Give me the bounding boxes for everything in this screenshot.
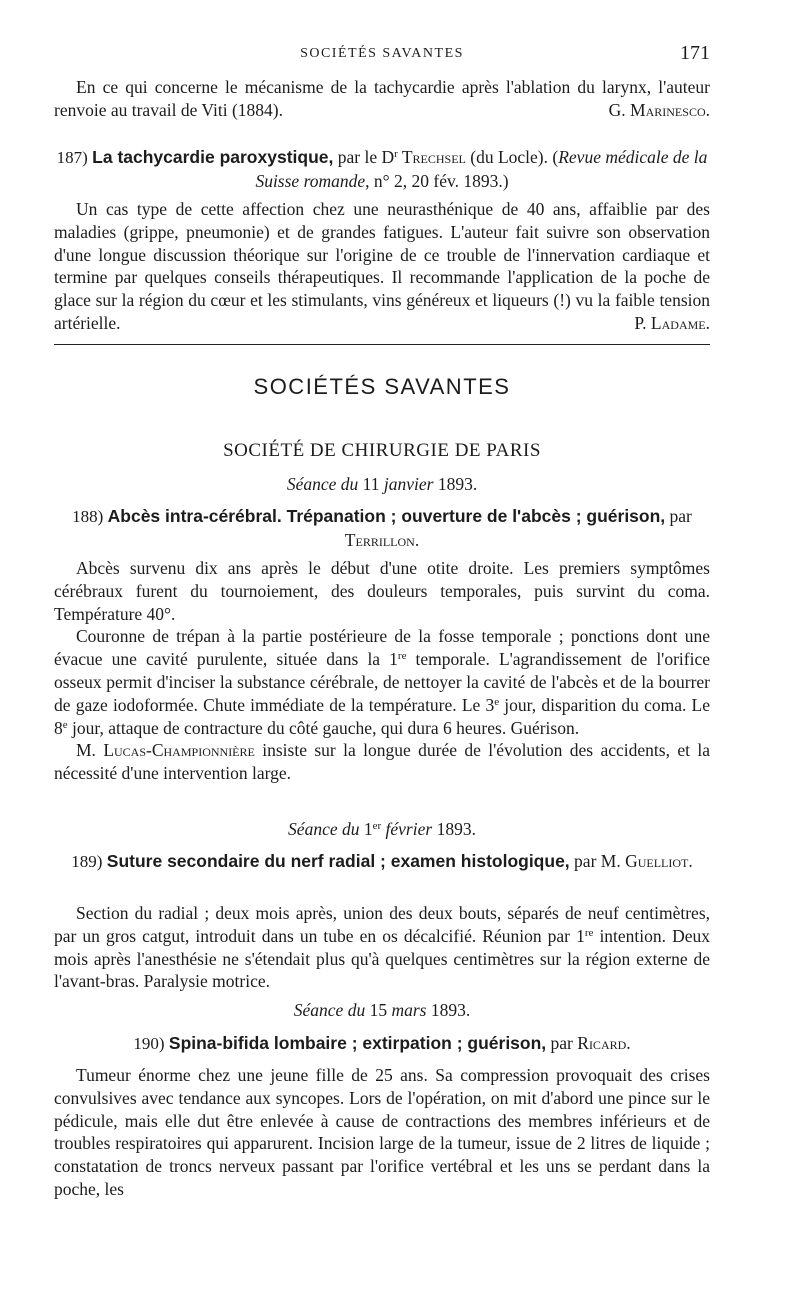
- society-heading: SOCIÉTÉ DE CHIRURGIE DE PARIS: [223, 440, 541, 461]
- paragraph: Tumeur énorme chez une jeune fille de 25 ans. Sa compression provoquait des crises convulsives avec tendance aux syncopes. Lors de l'opération, on mit d'abord une pince sur le pédicule, mais elle dut être enlevée à cause de contractions des membres inférieurs et de troubles respiratoires qui apparurent. Incision large de la tumeur, issue de 2 litres de liquide ; constatation de troncs nerveux passant par l'orifice vertébral et les uns se perdant dans la poche, les: [54, 1065, 710, 1199]
- author-name: Ricard.: [577, 1033, 631, 1053]
- text-run: jour, attaque de contracture du côté gauche, qui dura 6 heures. Guérison.: [67, 717, 580, 738]
- article-title: La tachycardie paroxystique,: [92, 147, 334, 167]
- author-name: Trechsel: [397, 147, 466, 167]
- source-details: , n° 2, 20 fév. 1893.): [365, 170, 509, 191]
- seance-heading-3: [54, 1000, 710, 1021]
- seance-month: janvier: [383, 474, 434, 494]
- seance-year: 1893.: [432, 819, 476, 839]
- text-run: Couronne de trépan à la partie postérieure de la fosse temporale ; ponctions dont une évacue une cavité purulente, située dans la 1: [54, 626, 710, 670]
- seance-month: février: [381, 819, 433, 839]
- paragraph: Abcès survenu dix ans après le début d'une otite droite. Les premiers symptômes cérébraux furent du tournoiement, des douleurs temporales, puis survint du coma. Température 40°.: [54, 558, 710, 624]
- article-189-heading: [54, 850, 710, 874]
- seance-month: mars: [391, 1000, 427, 1020]
- article-number: 190): [133, 1034, 165, 1053]
- signature-ladame: P. Ladame.: [634, 312, 710, 333]
- page-number: 171: [680, 42, 710, 64]
- article-190-body: [54, 1064, 710, 1201]
- author-prefix: par: [569, 851, 601, 871]
- article-187-heading: [54, 146, 710, 193]
- ordinal-sup: e: [494, 695, 500, 708]
- text-run: insiste sur la longue durée de l'évolution des accidents, et la nécessité d'une intervention large.: [54, 740, 711, 784]
- signature-marinesco: G. Marinesco.: [608, 99, 710, 120]
- source-open: (: [548, 147, 559, 167]
- paragraph: [54, 625, 710, 739]
- section-divider: [54, 344, 710, 345]
- article-title: Abcès intra-cérébral. Trépanation ; ouverture de l'abcès ; guérison,: [107, 506, 666, 526]
- paragraph: [54, 739, 710, 785]
- article-188-heading: [54, 505, 710, 552]
- author-place: (du Locle).: [465, 147, 549, 167]
- seance-year: 1893.: [426, 1000, 471, 1020]
- article-188-body: [54, 557, 710, 785]
- article-number: 189): [71, 852, 103, 871]
- author-name: M. Guelliot.: [600, 851, 693, 871]
- ordinal-sup: er: [372, 820, 382, 832]
- author-prefix: par: [665, 506, 692, 526]
- section-title: SOCIÉTÉS SAVANTES: [253, 374, 511, 399]
- source-journal: Revue médicale de la Suisse romande: [255, 147, 708, 191]
- title-abbrev-sup: r: [394, 148, 398, 160]
- ordinal-sup: e: [62, 718, 68, 731]
- seance-heading-1: [54, 474, 710, 495]
- author-prefix: par le D: [333, 147, 395, 167]
- paragraph: [54, 902, 710, 993]
- seance-year: 1893.: [433, 474, 478, 494]
- seance-label: Séance du: [293, 1000, 366, 1020]
- previous-review-text: En ce qui concerne le mécanisme de la tachycardie après l'ablation du larynx, l'auteur renvoie au travail de Viti (1884).: [54, 77, 710, 120]
- author-prefix: par: [546, 1033, 578, 1053]
- text-run: temporale. L'agrandissement de l'orifice osseux permit d'inciser la substance cérébrale, de nettoyer la cavité de l'abcès et de la bourrer de gaze iodoformée. Chute immédiate de la température. Le 3: [54, 649, 710, 715]
- running-title: SOCIÉTÉS SAVANTES: [300, 46, 464, 61]
- article-number: 188): [72, 507, 104, 526]
- article-187-text: Un cas type de cette affection chez une neurasthénique de 40 ans, affaiblie par des maladies (grippe, pneumonie) et de grandes fatigues. L'auteur fait suivre son observation d'une longue discussion théorique sur l'origine de ce trouble de l'innervation cardiaque et termine par quelques conseils thérapeutiques. Il recommande l'application de la poche de glace sur la région du cœur et les stimulants, vins généreux et liqueurs (!) vu la faible tension artérielle.: [54, 199, 710, 333]
- seance-day: 11: [358, 474, 384, 494]
- previous-review: [54, 76, 710, 122]
- article-187-body: [54, 198, 710, 335]
- article-title: Spina-bifida lombaire ; extirpation ; guérison,: [168, 1033, 547, 1053]
- seance-day: 1: [359, 819, 373, 839]
- article-number: 187): [56, 148, 88, 167]
- running-header: [54, 42, 710, 66]
- article-title: Suture secondaire du nerf radial ; examen histologique,: [106, 851, 570, 871]
- ordinal-sup: re: [397, 650, 407, 663]
- text-run: Section du radial ; deux mois après, union des deux bouts, séparés de neuf centimètres, par un gros catgut, introduit dans un tube en os décalcifié. Réunion par 1: [54, 903, 710, 946]
- text-run: jour, disparition du coma. Le 8: [54, 694, 710, 738]
- seance-label: Séance du: [286, 474, 359, 494]
- person-name: M. Lucas-Championnière: [76, 740, 255, 761]
- text-run: intention. Deux mois après l'anesthésie ne s'étendait plus qu'à quelques centimètres sur la région externe de l'avant-bras. Paralysie motrice.: [54, 925, 711, 992]
- seance-label: Séance du: [288, 819, 360, 839]
- seance-day: 15: [365, 1000, 392, 1020]
- article-190-heading: [54, 1032, 710, 1056]
- seance-heading-2: [54, 819, 710, 840]
- article-189-body: [54, 902, 710, 993]
- ordinal-sup: re: [584, 926, 594, 939]
- author-name: Terrillon.: [344, 529, 420, 550]
